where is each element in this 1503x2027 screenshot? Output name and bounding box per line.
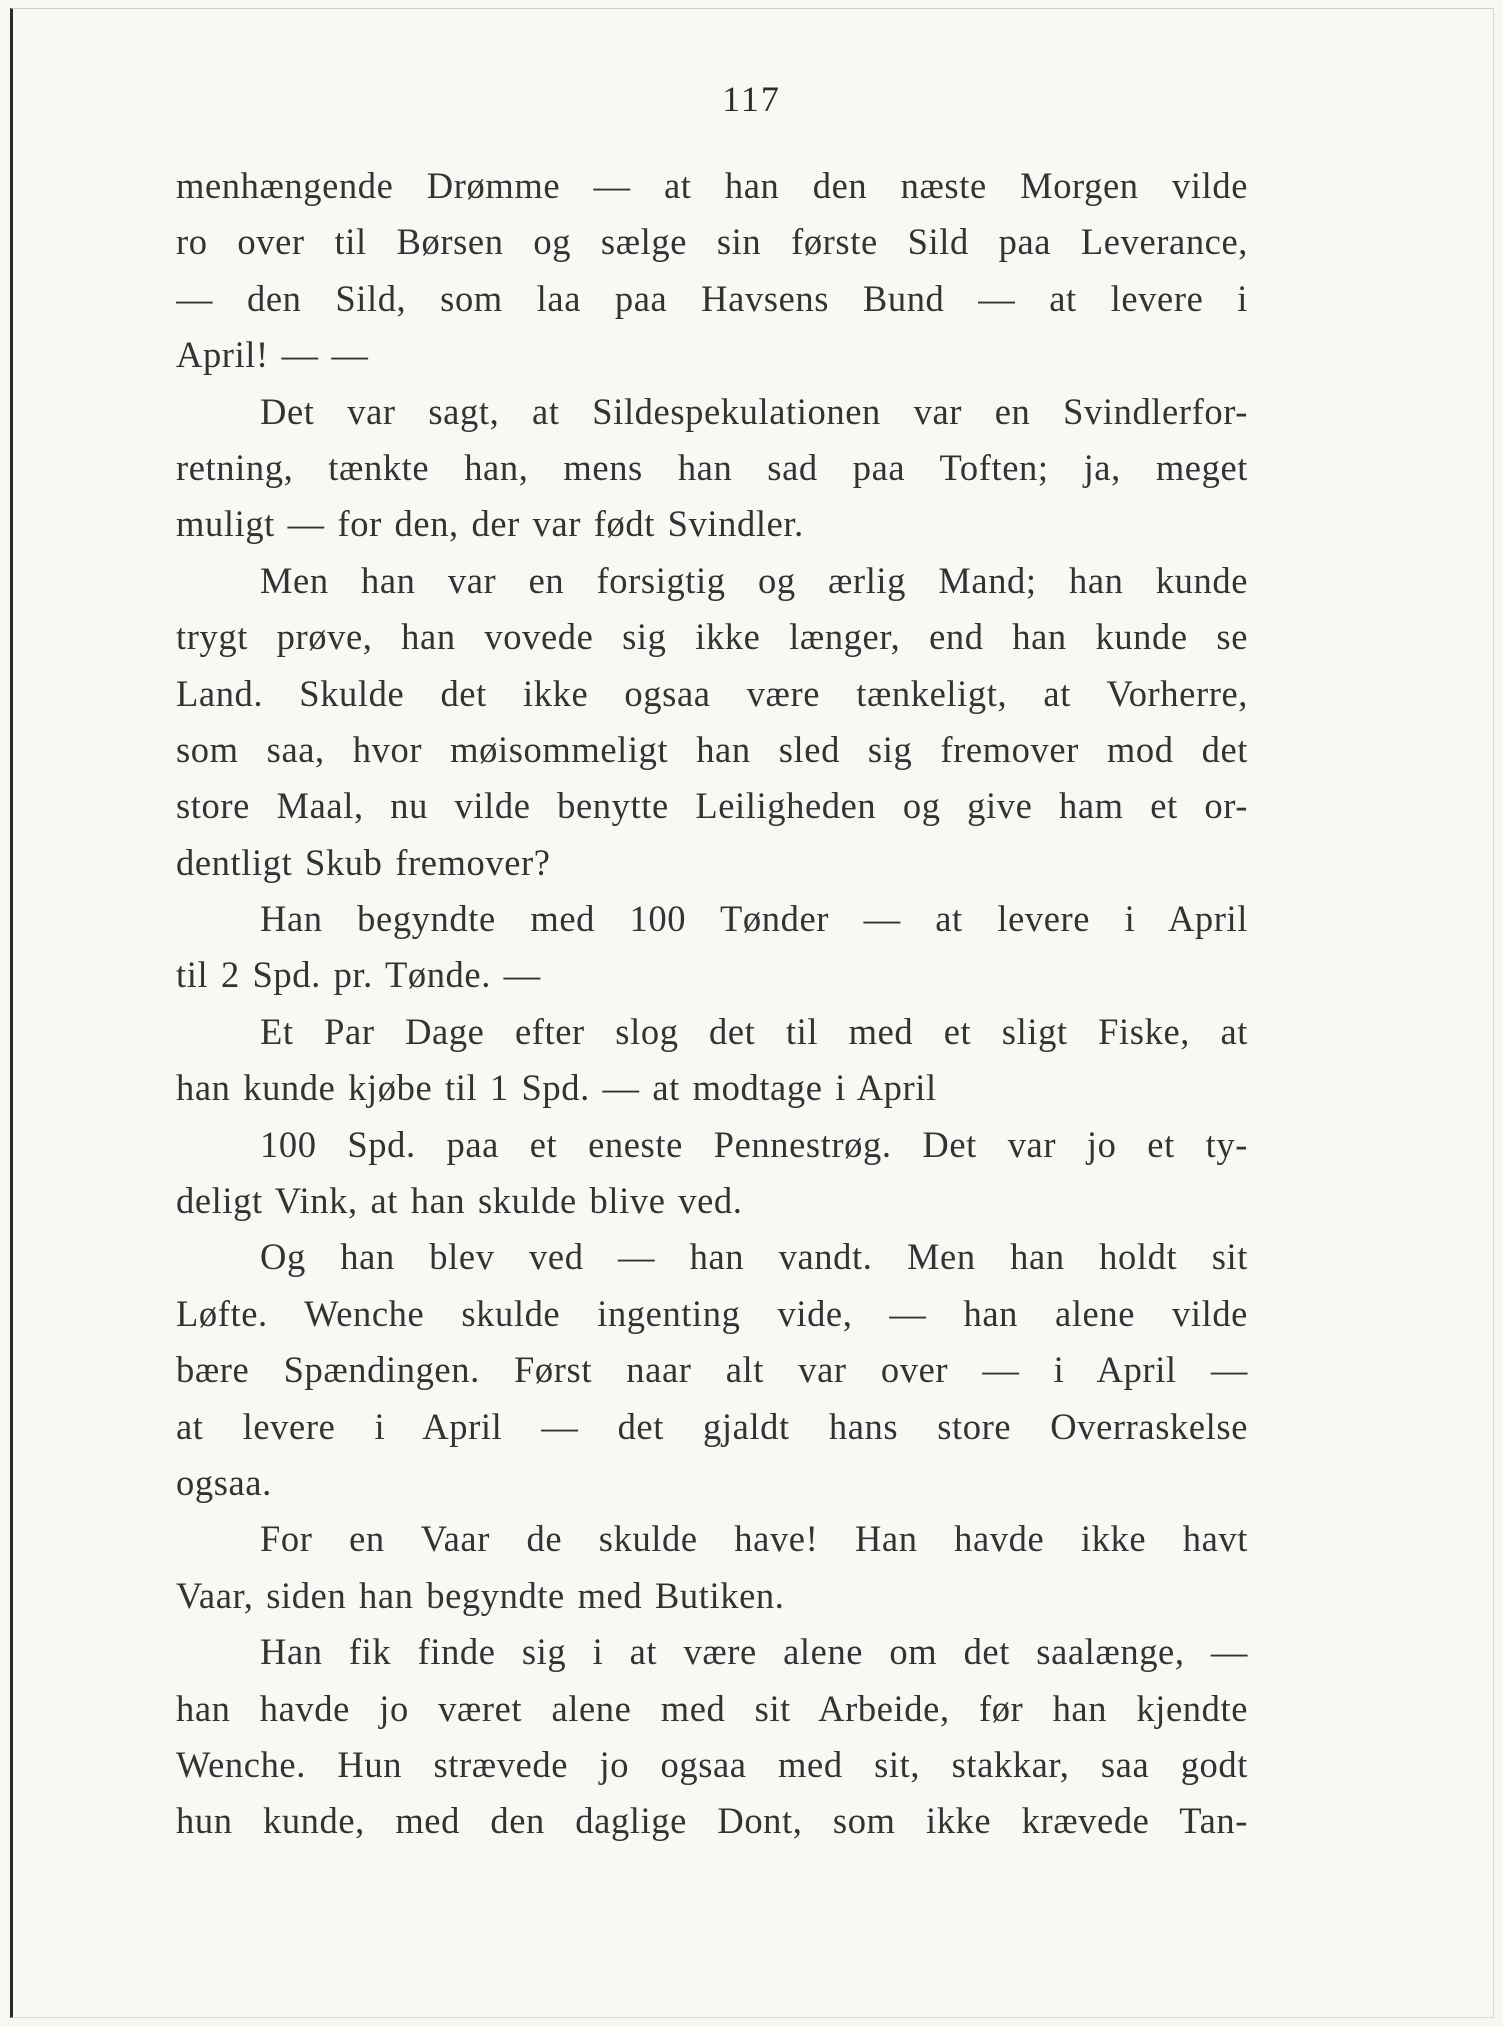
- body-text: [176, 158, 1248, 1850]
- text-line: Løfte. Wenche skulde ingenting vide, — han alene vilde: [176, 1292, 1248, 1334]
- text-line: menhængende Drømme — at han den næste Morgen vilde: [176, 165, 1248, 206]
- paragraph-start-line: Men han var en forsigtig og ærlig Mand; han kunde: [260, 559, 1248, 601]
- text-line: til 2 Spd. pr. Tønde. —: [176, 954, 541, 996]
- text-line: som saa, hvor møisommeligt han sled sig fremover mod det: [176, 728, 1248, 770]
- paragraph-start-line: Det var sagt, at Sildespekulationen var en Svindlerfor-: [260, 390, 1248, 432]
- text-line: han havde jo været alene med sit Arbeide, før han kjendte: [176, 1687, 1248, 1729]
- text-line: bære Spændingen. Først naar alt var over — i April —: [176, 1349, 1248, 1391]
- text-line: at levere i April — det gjaldt hans store Overraskelse: [176, 1405, 1248, 1447]
- paragraph-start-line: Og han blev ved — han vandt. Men han holdt sit: [260, 1236, 1248, 1278]
- paragraph-start-line: 100 Spd. paa et eneste Pennestrøg. Det var jo et ty-: [260, 1123, 1248, 1165]
- text-line: Land. Skulde det ikke ogsaa være tænkeligt, at Vorherre,: [176, 672, 1248, 714]
- paragraph-start-line: Han fik finde sig i at være alene om det saalænge, —: [260, 1631, 1248, 1673]
- text-line: Wenche. Hun strævede jo ogsaa med sit, stakkar, saa godt: [176, 1743, 1248, 1785]
- text-line: han kunde kjøbe til 1 Spd. — at modtage i April: [176, 1067, 937, 1109]
- text-line: hun kunde, med den daglige Dont, som ikke krævede Tan-: [176, 1800, 1248, 1842]
- paragraph-start-line: Et Par Dage efter slog det til med et sligt Fiske, at: [260, 1010, 1248, 1052]
- text-line: dentligt Skub fremover?: [176, 841, 551, 883]
- text-line: muligt — for den, der var født Svindler.: [176, 503, 804, 545]
- paragraph-start-line: For en Vaar de skulde have! Han havde ikke havt: [260, 1518, 1248, 1560]
- text-line: deligt Vink, at han skulde blive ved.: [176, 1180, 743, 1222]
- paragraph-start-line: Han begyndte med 100 Tønder — at levere i April: [260, 898, 1248, 940]
- text-line: Vaar, siden han begyndte med Butiken.: [176, 1574, 785, 1616]
- text-line: ogsaa.: [176, 1461, 272, 1503]
- text-line: retning, tænkte han, mens han sad paa Toften; ja, meget: [176, 446, 1248, 488]
- text-line: April! — —: [176, 334, 369, 376]
- page-number: 117: [722, 79, 781, 119]
- text-line: — den Sild, som laa paa Havsens Bund — at levere i: [176, 277, 1248, 319]
- text-line: trygt prøve, han vovede sig ikke længer, end han kunde se: [176, 616, 1248, 658]
- text-line: ro over til Børsen og sælge sin første Sild paa Leverance,: [176, 221, 1248, 263]
- text-line: store Maal, nu vilde benytte Leiligheden og give ham et or-: [176, 785, 1248, 827]
